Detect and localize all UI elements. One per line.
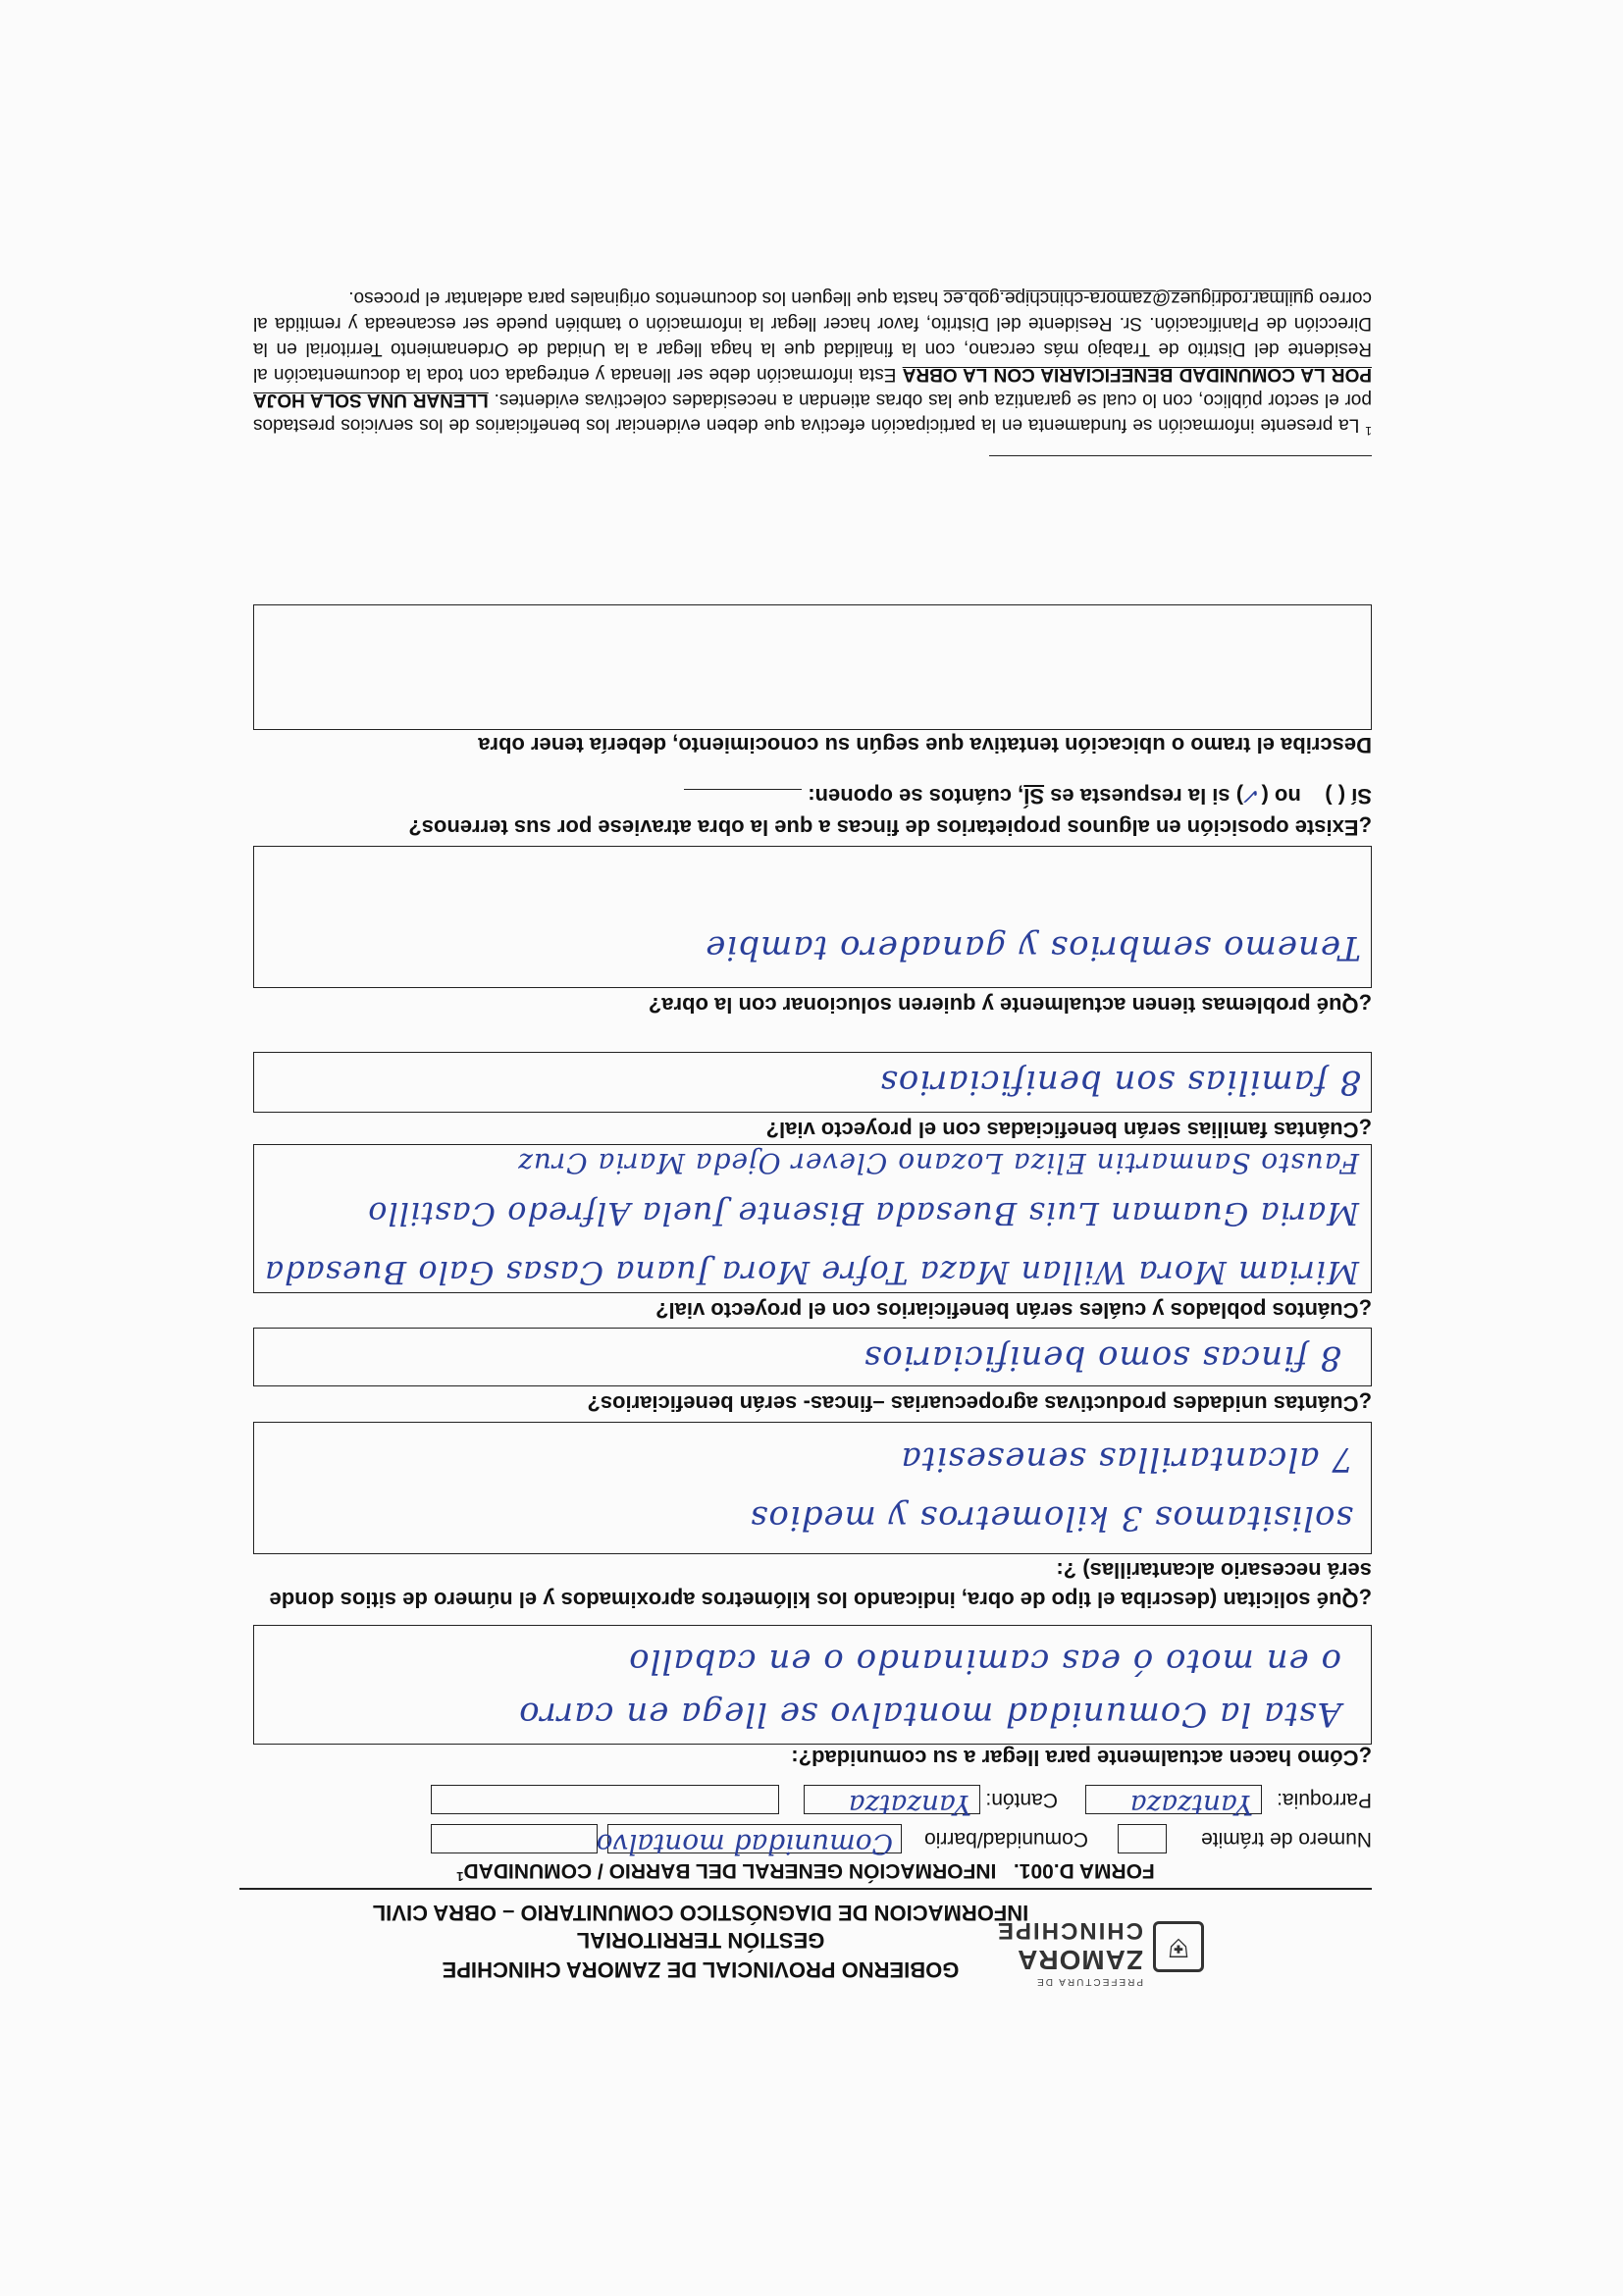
check-mark-icon[interactable]: ✓ <box>1243 783 1262 808</box>
opposition-no-prefix: no ( <box>1261 784 1301 809</box>
opposition-no-suffix: ) <box>1235 784 1244 809</box>
answer-villages-line-3: Fausto Sanmartin Eliza Lozano Clever Ojeda Maria Cruz <box>517 1147 1359 1179</box>
form-subtitle <box>239 1858 1372 1884</box>
answer-access-line-1: Asta la Comunidad montalvo se llega en carro <box>518 1695 1341 1734</box>
logo-prefix: PREFECTURA DE <box>1035 1976 1143 1987</box>
answer-request-line-2: 7 alcantarillas senesesita <box>900 1439 1353 1479</box>
canton-field[interactable] <box>804 1785 980 1821</box>
form-subtitle-text: INFORMACIÓN GENERAL DEL BARRIO / COMUNIDAD <box>463 1859 997 1882</box>
question-access: ¿Cómo hacen actualmente para llegar a su comunidad?: <box>791 1746 1372 1770</box>
opposition-si-option[interactable]: Sí ( ) <box>1325 784 1372 809</box>
tramite-field[interactable] <box>1118 1824 1167 1853</box>
opposition-si-word: SÍ <box>1023 784 1045 809</box>
answer-problems-box[interactable] <box>253 846 1372 988</box>
answer-access-box[interactable] <box>253 1625 1372 1745</box>
tramite-label: Numero de trámite <box>1201 1828 1372 1851</box>
opposition-count-field[interactable] <box>684 789 802 790</box>
answer-families-line-1: 8 familias son benificiarios <box>879 1063 1361 1102</box>
question-families: ¿Cuántas familias serán beneficiadas con el proyecto vial? <box>765 1118 1372 1142</box>
opposition-tail: , cuántos se oponen: <box>808 784 1024 809</box>
footnote-bold-instruction: LLENAR UNA SOLA HOJA POR LA COMUNIDAD BENEFICIARIA CON LA OBRA <box>253 363 1372 410</box>
question-problems: ¿Qué problemas tienen actualmente y quieren solucionar con la obra? <box>648 993 1372 1018</box>
question-route: Describa el tramo o ubicación tentativa que según su conocimiento, debería tener obra <box>478 733 1372 757</box>
parroquia-value: Yantzaza <box>1129 1789 1253 1821</box>
question-farms: ¿Cuántas unidades productivas agropecuarias –fincas- serán beneficiarios? <box>587 1391 1372 1416</box>
answer-villages-box[interactable] <box>253 1144 1372 1293</box>
form-main-title: INFORMACION DE DIAGNÓSTICO COMUNITARIO – OBRA CIVIL <box>372 1901 1029 1925</box>
department-title: GESTIÓN TERRITORIAL <box>576 1928 825 1953</box>
parroquia-label: Parroquia: <box>1277 1789 1372 1811</box>
footnote-rule <box>989 455 1372 456</box>
organization-title: GOBIERNO PROVINCIAL DE ZAMORA CHINCHIPE <box>442 1957 960 1982</box>
question-opposition: ¿Existe oposición en algunos propietarios de fincas a que la obra atraviese por sus terrenos? <box>408 815 1372 840</box>
comunidad-label: Comunidad/barrio <box>924 1828 1088 1851</box>
answer-request-line-1: solisitamos 3 kilometros y medios <box>749 1498 1353 1538</box>
shield-emblem-icon: ⛨ <box>1153 1921 1204 1972</box>
form-code: FORMA D.001. <box>1013 1859 1155 1882</box>
answer-families-box[interactable] <box>253 1052 1372 1113</box>
footnote-p3: hasta que lleguen los documentos originales para adelantar el proceso. <box>348 287 939 308</box>
extra-field[interactable] <box>431 1824 598 1853</box>
canton-value: Yanzatza <box>848 1789 971 1821</box>
extra-field-2[interactable] <box>431 1785 779 1814</box>
opposition-rest: si la respuesta es <box>1050 784 1230 809</box>
answer-route-box[interactable] <box>253 604 1372 730</box>
footnote-mark: 1 <box>1365 424 1372 438</box>
header-rule <box>239 1888 1372 1890</box>
comunidad-value: Comunidad montalvo <box>596 1828 893 1860</box>
answer-farms-line-1: 8 fincas somo benificiarios <box>863 1338 1341 1378</box>
answer-access-line-2: o en moto ó eas caminando o en caballo <box>628 1642 1341 1681</box>
footnote-ref: 1 <box>456 1869 464 1884</box>
parroquia-field[interactable] <box>1085 1785 1262 1821</box>
footnote <box>253 285 1372 444</box>
canton-label: Cantón: <box>985 1789 1058 1811</box>
answer-villages-line-1: Miriam Mora Willan Maza Tofre Mora Juana Casas Galo Buesada <box>264 1254 1359 1291</box>
logo-line2: CHINCHIPE <box>995 1917 1143 1944</box>
answer-farms-box[interactable] <box>253 1328 1372 1386</box>
footnote-p2: Esta información debe ser llenada y entregada con toda la documentación al Residente del Distrito de Trabajo más cercano, con la finalidad que la haga llegar a la Unidad de Ordenamiento Territorial en la Dirección de Planificación. Sr. Residente del Distrito, favor hacer llegar la información o también puede ser escaneada y remitida al correo <box>253 287 1372 385</box>
opposition-answer-line <box>253 780 1372 810</box>
answer-request-box[interactable] <box>253 1422 1372 1554</box>
answer-problems-line-1: Tenemo sembrios y ganadero tambie <box>705 928 1361 967</box>
footnote-p1: La presente información se fundamenta en la participación efectiva que deben evidenciar los beneficiarios de los servicios prestados por el sector público, con lo cual se garantiza que las obras atiendan a necesidades colectivas evidentes. <box>253 389 1372 436</box>
question-villages: ¿Cuántos poblados y cuáles serán beneficiarios con el proyecto vial? <box>655 1298 1372 1323</box>
comunidad-field[interactable] <box>596 1824 902 1860</box>
question-request: ¿Qué solicitan (describa el tipo de obra, indicando los kilómetros aproximados y el número de sitios donde será necesario alcantarillas) ?: <box>269 1558 1372 1612</box>
answer-villages-line-2: Maria Guaman Luis Buesada Bisente Juela Alfredo Castillo <box>367 1195 1359 1232</box>
logo-line1: ZAMORA <box>1017 1945 1143 1975</box>
footnote-email-link[interactable]: guilmar.rodriguez@zamora-chinchipe.gob.ec <box>943 287 1314 308</box>
